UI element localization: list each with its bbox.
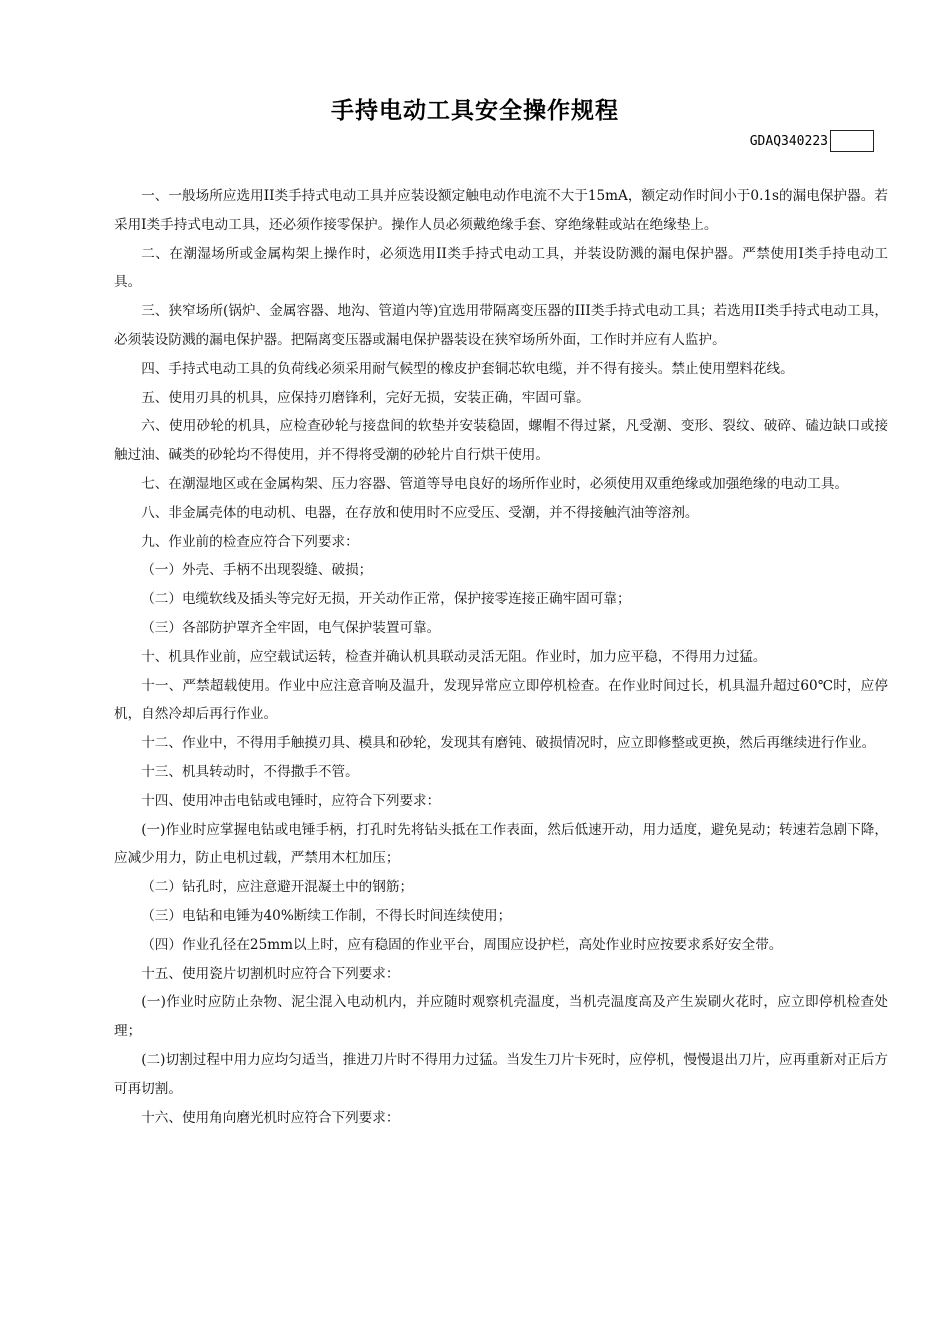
paragraph: 十一、严禁超载使用。作业中应注意音响及温升，发现异常应立即停机检查。在作业时间过长，机具温升超过60℃时，应停机，自然冷却后再行作业。: [114, 677, 888, 723]
paragraph: 十三、机具转动时，不得撒手不管。: [141, 763, 359, 780]
paragraph: 六、使用砂轮的机具，应检查砂轮与接盘间的软垫并安装稳固，螺帽不得过紧，凡受潮、变形、裂纹、破碎、磕边缺口或接触过油、碱类的砂轮均不得使用，并不得将受潮的砂轮片自行烘干使用。: [114, 418, 888, 464]
sub-paragraph: （二）电缆软线及插头等完好无损，开关动作正常，保护接零连接正确牢固可靠；: [141, 591, 631, 608]
sub-paragraph: （二）钻孔时，应注意避开混凝土中的钢筋；: [141, 879, 414, 896]
document-code-row: [750, 129, 874, 153]
document-body: [114, 182, 888, 1132]
paragraph: 二、在潮湿场所或金属构架上操作时，必须选用II类手持式电动工具，并装设防溅的漏电保护器。严禁使用I类手持电动工具。: [114, 245, 888, 291]
paragraph: 十、机具作业前，应空载试运转，检查并确认机具联动灵活无阻。作业时，加力应平稳，不得用力过猛。: [141, 648, 767, 665]
paragraph: 九、作业前的检查应符合下列要求：: [141, 533, 359, 550]
paragraph: 十五、使用瓷片切割机时应符合下列要求：: [141, 965, 400, 982]
sub-paragraph: （四）作业孔径在25mm以上时，应有稳固的作业平台，周围应设护栏，高处作业时应按要求系好安全带。: [141, 936, 783, 953]
paragraph: 五、使用刃具的机具，应保持刃磨锋利，完好无损，安装正确，牢固可靠。: [141, 389, 590, 406]
sub-paragraph: (一)作业时应防止杂物、泥尘混入电动机内，并应随时观察机壳温度，当机壳温度高及产生炭刷火花时，应立即停机检查处理；: [114, 994, 888, 1040]
code-input-box: [830, 130, 874, 152]
document-code: GDAQ340223: [749, 133, 828, 149]
document-title: 手持电动工具安全操作规程: [331, 98, 619, 124]
paragraph: 一、一般场所应选用II类手持式电动工具并应装设额定触电动作电流不大于15mA，额定动作时间小于0.1s的漏电保护器。若采用I类手持式电动工具，还必须作接零保护。操作人员必须戴绝缘手套、穿绝缘鞋或站在绝缘垫上。: [114, 188, 888, 233]
sub-paragraph: （三）电钻和电锤为40%断续工作制，不得长时间连续使用；: [141, 907, 512, 924]
paragraph: 四、手持式电动工具的负荷线必须采用耐气候型的橡皮护套铜芯软电缆，并不得有接头。禁止使用塑料花线。: [141, 360, 794, 377]
sub-paragraph: (二)切割过程中用力应均匀适当，推进刀片时不得用力过猛。当发生刀片卡死时，应停机，慢慢退出刀片，应再重新对正后方可再切割。: [114, 1051, 888, 1097]
paragraph: 七、在潮湿地区或在金属构架、压力容器、管道等导电良好的场所作业时，必须使用双重绝缘或加强绝缘的电动工具。: [141, 475, 849, 492]
paragraph: 十二、作业中，不得用手触摸刃具、模具和砂轮，发现其有磨钝、破损情况时，应立即修整或更换，然后再继续进行作业。: [141, 735, 876, 752]
paragraph: 三、狭窄场所(锅炉、金属容器、地沟、管道内等)宜选用带隔离变压器的III类手持式电动工具；若选用II类手持式电动工具，必须装设防溅的漏电保护器。把隔离变压器或漏电保护器装设在狭窄场所外面，工作时并应有人监护。: [114, 303, 888, 348]
sub-paragraph: （一）外壳、手柄不出现裂缝、破损；: [141, 562, 373, 579]
paragraph: 八、非金属壳体的电动机、电器，在存放和使用时不应受压、受潮，并不得接触汽油等溶剂。: [141, 504, 699, 521]
sub-paragraph: (一)作业时应掌握电钻或电锤手柄，打孔时先将钻头抵在工作表面，然后低速开动，用力适度，避免晃动；转速若急剧下降，应减少用力，防止电机过载，严禁用木杠加压；: [114, 821, 888, 867]
paragraph: 十四、使用冲击电钻或电锤时，应符合下列要求：: [141, 792, 441, 809]
sub-paragraph: （三）各部防护罩齐全牢固，电气保护装置可靠。: [141, 619, 441, 636]
paragraph: 十六、使用角向磨光机时应符合下列要求：: [141, 1109, 400, 1126]
